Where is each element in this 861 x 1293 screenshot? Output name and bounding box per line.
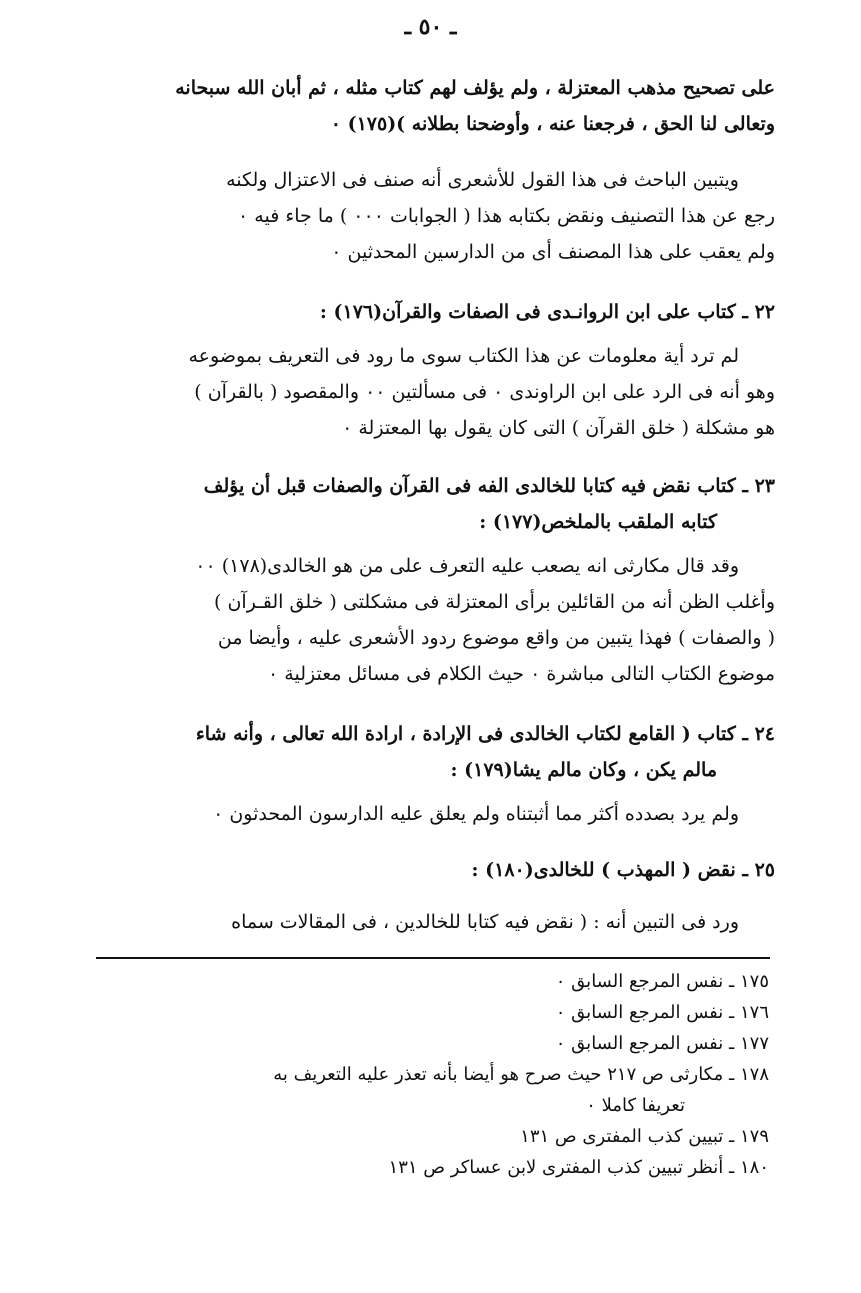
paragraph-continuation xyxy=(95,70,775,142)
text-line: وقد قال مكارثى انه يصعب عليه التعرف على من هو الخالدى(١٧٨) ٠٠ xyxy=(195,555,739,577)
footnote-179: ١٧٩ ـ تبيين كذب المفترى ص ١٣١ xyxy=(520,1126,769,1147)
heading-line: كتابه الملقب بالملخص(١٧٧) : xyxy=(479,511,717,533)
footnote-divider xyxy=(96,957,770,959)
footnote-176: ١٧٦ ـ نفس المرجع السابق ٠ xyxy=(555,1002,769,1023)
paragraph-24-body xyxy=(95,796,775,832)
text-line: ويتبين الباحث فى هذا القول للأشعرى أنه صنف فى الاعتزال ولكنه xyxy=(226,169,739,191)
footnote-180: ١٨٠ ـ أنظر تبيين كذب المفترى لابن عساكر ص ١٣١ xyxy=(388,1157,769,1178)
section-heading-24 xyxy=(95,716,775,788)
section-heading-22 xyxy=(95,294,775,330)
text-line: لم ترد أية معلومات عن هذا الكتاب سوى ما رود فى التعريف بموضوعه xyxy=(188,345,739,367)
paragraph-22-body xyxy=(95,338,775,446)
footnote-175: ١٧٥ ـ نفس المرجع السابق ٠ xyxy=(555,971,769,992)
text-line: وهو أنه فى الرد على ابن الراوندى ٠ فى مسألتين ٠٠ والمقصود ( بالقرآن ) xyxy=(194,381,775,403)
paragraph-researcher-note xyxy=(95,162,775,270)
footnote-177: ١٧٧ ـ نفس المرجع السابق ٠ xyxy=(555,1033,769,1054)
footnote-178-continuation: تعريفا كاملا ٠ xyxy=(586,1095,685,1116)
section-heading-23 xyxy=(95,468,775,540)
text-line: هو مشكلة ( خلق القرآن ) التى كان يقول بها المعتزلة ٠ xyxy=(342,417,775,439)
footnote-178: ١٧٨ ـ مكارثى ص ٢١٧ حيث صرح هو أيضا بأنه تعذر عليه التعريف به xyxy=(273,1064,769,1085)
text-line: ورد فى التبين أنه : ( نقض فيه كتابا للخالدين ، فى المقالات سماه xyxy=(231,911,739,933)
text-line: وتعالى لنا الحق ، فرجعنا عنه ، وأوضحنا بطلانه )(١٧٥) ٠ xyxy=(330,113,775,135)
text-line: ولم يرد بصدده أكثر مما أثبتناه ولم يعلق عليه الدارسون المحدثون ٠ xyxy=(213,803,739,825)
text-line: ( والصفات ) فهذا يتبين من واقع موضوع ردود الأشعرى عليه ، وأيضا من xyxy=(217,627,775,649)
section-heading-25 xyxy=(95,852,775,888)
paragraph-25-body xyxy=(95,904,775,940)
text-line: ولم يعقب على هذا المصنف أى من الدارسين المحدثين ٠ xyxy=(331,241,775,263)
page-number: ـ ٥٠ ـ xyxy=(404,14,457,40)
heading-line: ٢٤ ـ كتاب ( القامع لكتاب الخالدى فى الإرادة ، ارادة الله تعالى ، وأنه شاء xyxy=(195,723,775,745)
text-line: وأغلب الظن أنه من القائلين برأى المعتزلة فى مشكلتى ( خلق القـرآن ) xyxy=(214,591,775,613)
footnotes xyxy=(89,966,769,1183)
text-line: على تصحيح مذهب المعتزلة ، ولم يؤلف لهم كتاب مثله ، ثم أبان الله سبحانه xyxy=(175,77,775,99)
text-line: رجع عن هذا التصنيف ونقض بكتابه هذا ( الجوابات ٠٠٠ ) ما جاء فيه ٠ xyxy=(238,205,775,227)
heading-line: ٢٣ ـ كتاب نقض فيه كتابا للخالدى الفه فى القرآن والصفات قبل أن يؤلف xyxy=(203,475,775,497)
paragraph-23-body xyxy=(95,548,775,692)
text-line: موضوع الكتاب التالى مباشرة ٠ حيث الكلام فى مسائل معتزلية ٠ xyxy=(268,663,775,685)
heading-line: ٢٢ ـ كتاب على ابن الروانـدى فى الصفات والقرآن(١٧٦) : xyxy=(319,301,775,323)
heading-line: مالم يكن ، وكان مالم يشا(١٧٩) : xyxy=(450,759,717,781)
heading-line: ٢٥ ـ نقض ( المهذب ) للخالدى(١٨٠) : xyxy=(471,859,775,881)
